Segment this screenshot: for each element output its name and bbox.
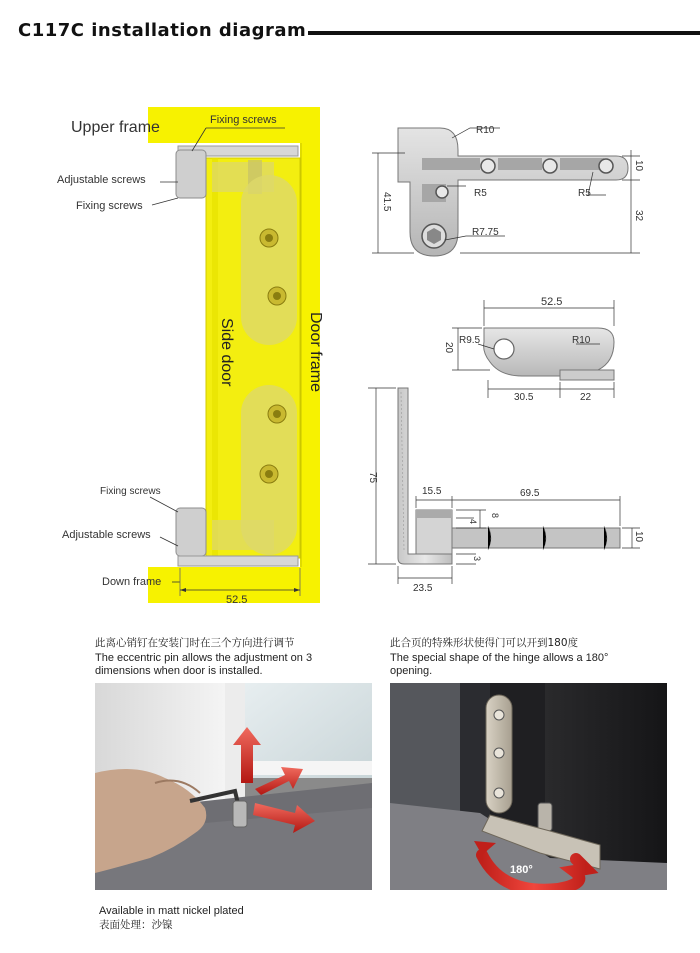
- adjustable-screws-bottom-label: Adjustable screws: [62, 529, 151, 541]
- d4-label: 4: [468, 519, 478, 525]
- d3-label: 3: [472, 556, 482, 562]
- fixing-screws-mid-label: Fixing screws: [76, 200, 143, 212]
- long-arm: [452, 528, 620, 548]
- w695-label: 69.5: [520, 488, 540, 499]
- h415-label: 41.5: [381, 192, 392, 212]
- upper-frame-label: Upper frame: [71, 119, 160, 136]
- page-title: C117C installation diagram: [18, 20, 307, 41]
- r775-label: R7.75: [472, 227, 499, 238]
- w235-label: 23.5: [413, 583, 433, 594]
- r10-mid-label: R10: [572, 335, 591, 346]
- fixing-screws-top-label: Fixing screws: [210, 114, 277, 126]
- left-caption-en-1: The eccentric pin allows the adjustment on 3: [95, 652, 313, 664]
- right-caption-cn: 此合页的特殊形状使得门可以开到180度: [390, 637, 579, 649]
- h32-label: 32: [633, 210, 644, 222]
- h20-label: 20: [443, 342, 454, 354]
- adjustable-screws-top-label: Adjustable screws: [57, 174, 146, 186]
- w305-label: 30.5: [514, 392, 534, 403]
- finish-note-cn: 表面处理：沙镍: [99, 919, 173, 931]
- h75-label: 75: [367, 472, 378, 484]
- w22-label: 22: [580, 392, 592, 403]
- d8-label: 8: [490, 513, 500, 519]
- down-frame-label: Down frame: [102, 576, 162, 588]
- side-door-label: Side door: [218, 318, 235, 387]
- right-caption-en-1: The special shape of the hinge allows a 180°: [390, 652, 609, 664]
- left-caption-cn: 此离心销钉在安装门时在三个方向进行调节: [95, 637, 295, 649]
- r5-right-label: R5: [578, 188, 591, 199]
- w155-label: 15.5: [422, 486, 442, 497]
- fixing-screws-bottom-label: Fixing screws: [100, 486, 161, 497]
- r5-left-label: R5: [474, 188, 487, 199]
- finish-note-en: Available in matt nickel plated: [99, 905, 244, 917]
- r95-label: R9.5: [459, 335, 481, 346]
- eccentric-pin-photo: [95, 683, 372, 890]
- left-caption-en-2: dimensions when door is installed.: [95, 665, 263, 677]
- photo-180-label: 180°: [510, 864, 533, 876]
- width-dimension: 52.5: [226, 594, 248, 606]
- h10-side-label: 10: [633, 531, 644, 543]
- h10-label: 10: [633, 160, 644, 172]
- opening-180-photo: [390, 683, 667, 890]
- r10-label: R10: [476, 125, 495, 136]
- door-frame-label: Door frame: [307, 312, 324, 393]
- right-caption-en-2: opening.: [390, 665, 433, 677]
- w525-label: 52.5: [541, 296, 563, 308]
